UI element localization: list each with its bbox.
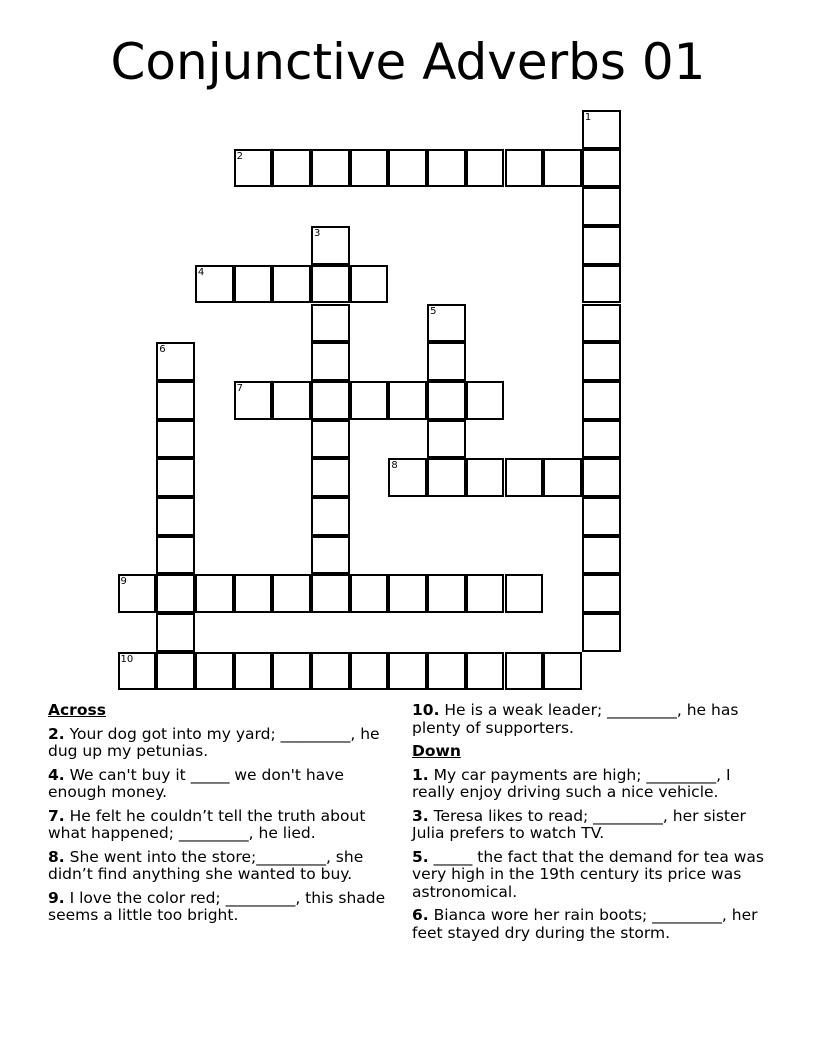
- grid-cell[interactable]: [156, 536, 195, 575]
- grid-cell[interactable]: [156, 420, 195, 459]
- clue-text: We can't buy it _____ we don't have enough money.: [48, 765, 344, 801]
- grid-cell[interactable]: [582, 342, 621, 381]
- grid-cell[interactable]: [466, 458, 505, 497]
- grid-cell[interactable]: [195, 265, 234, 304]
- grid-cell[interactable]: [427, 420, 466, 459]
- clue-number: 6.: [412, 906, 429, 924]
- grid-cell[interactable]: [582, 420, 621, 459]
- grid-cell[interactable]: [311, 149, 350, 188]
- grid-cell[interactable]: [234, 149, 273, 188]
- clue-down-1: [412, 767, 772, 802]
- grid-cell[interactable]: [311, 304, 350, 343]
- clue-text: Teresa likes to read; _________, her sister Julia prefers to watch TV.: [412, 806, 746, 842]
- grid-cell[interactable]: [311, 342, 350, 381]
- grid-cell[interactable]: [427, 304, 466, 343]
- grid-cell[interactable]: [272, 149, 311, 188]
- clues-right-column: [412, 702, 772, 948]
- grid-cell[interactable]: [543, 652, 582, 691]
- grid-cell[interactable]: [582, 187, 621, 226]
- grid-cell[interactable]: [311, 381, 350, 420]
- clue-number-label: 4: [197, 266, 205, 278]
- grid-cell[interactable]: [350, 149, 389, 188]
- grid-cell[interactable]: [156, 342, 195, 381]
- clue-number-label: 10: [120, 653, 134, 665]
- clue-text: I love the color red; _________, this shade seems a little too bright.: [48, 888, 386, 924]
- grid-cell[interactable]: [427, 149, 466, 188]
- grid-cell[interactable]: [582, 536, 621, 575]
- grid-cell[interactable]: [543, 458, 582, 497]
- grid-cell[interactable]: [582, 304, 621, 343]
- grid-cell[interactable]: [311, 536, 350, 575]
- grid-cell[interactable]: [272, 265, 311, 304]
- clue-number-label: 9: [120, 576, 127, 588]
- grid-cell[interactable]: [156, 652, 195, 691]
- page-title: Conjunctive Adverbs 01: [110, 33, 706, 91]
- grid-cell[interactable]: [388, 381, 427, 420]
- grid-cell[interactable]: [156, 497, 195, 536]
- clue-text: He felt he couldn’t tell the truth about what happened; _________, he lied.: [48, 806, 366, 842]
- grid-cell[interactable]: [505, 149, 544, 188]
- grid-cell[interactable]: [272, 652, 311, 691]
- clue-text: Bianca wore her rain boots; _________, her feet stayed dry during the storm.: [412, 906, 758, 942]
- grid-cell[interactable]: [234, 574, 273, 613]
- grid-cell[interactable]: [156, 381, 195, 420]
- grid-cell[interactable]: [466, 149, 505, 188]
- grid-cell[interactable]: [156, 574, 195, 613]
- across-heading: Across: [48, 701, 106, 719]
- grid-cell[interactable]: [388, 652, 427, 691]
- clue-text: My car payments are high; _________, I really enjoy driving such a nice vehicle.: [412, 765, 731, 801]
- clues-left-column: [48, 702, 400, 931]
- clue-number-label: 2: [236, 150, 243, 162]
- grid-cell[interactable]: [388, 574, 427, 613]
- clue-down-6: [412, 907, 772, 942]
- clue-down-3: [412, 808, 772, 843]
- grid-cell[interactable]: [350, 381, 389, 420]
- clue-number: 5.: [412, 847, 429, 866]
- clue-number-label: 6: [159, 344, 166, 356]
- grid-cell[interactable]: [311, 265, 350, 304]
- grid-cell[interactable]: [427, 652, 466, 691]
- grid-cell[interactable]: [466, 381, 505, 420]
- grid-cell[interactable]: [543, 149, 582, 188]
- clue-number-label: 8: [391, 460, 398, 472]
- grid-cell[interactable]: [582, 497, 621, 536]
- grid-cell[interactable]: [350, 265, 389, 304]
- clue-number: 1.: [412, 765, 429, 784]
- clue-across-7: [48, 808, 400, 843]
- grid-cell[interactable]: [350, 652, 389, 691]
- grid-cell[interactable]: [388, 149, 427, 188]
- clue-across-10: [412, 702, 772, 737]
- grid-cell[interactable]: [505, 652, 544, 691]
- grid-cell[interactable]: [311, 420, 350, 459]
- clue-number-label: 3: [314, 228, 321, 240]
- grid-cell[interactable]: [427, 574, 466, 613]
- clue-text: Your dog got into my yard; _________, he dug up my petunias.: [48, 724, 380, 760]
- grid-cell[interactable]: [582, 265, 621, 304]
- grid-cell[interactable]: [311, 652, 350, 691]
- grid-cell[interactable]: [234, 652, 273, 691]
- grid-cell[interactable]: [311, 497, 350, 536]
- clue-down-5: [412, 849, 772, 902]
- grid-cell[interactable]: [195, 574, 234, 613]
- grid-cell[interactable]: [582, 149, 621, 188]
- grid-cell[interactable]: [156, 458, 195, 497]
- grid-cell[interactable]: [311, 458, 350, 497]
- clue-text: _____ the fact that the demand for tea was very high in the 19th century its price was astronomical.: [412, 847, 765, 901]
- grid-cell[interactable]: [582, 110, 621, 149]
- grid-cell[interactable]: [427, 458, 466, 497]
- clue-across-9: [48, 890, 400, 925]
- down-heading: Down: [412, 742, 461, 760]
- clue-number: 3.: [412, 806, 429, 825]
- grid-cell[interactable]: [311, 574, 350, 613]
- grid-cell[interactable]: [156, 613, 195, 652]
- grid-cell[interactable]: [272, 381, 311, 420]
- grid-cell[interactable]: [582, 381, 621, 420]
- grid-cell[interactable]: [195, 652, 234, 691]
- grid-cell[interactable]: [234, 265, 273, 304]
- grid-cell[interactable]: [582, 458, 621, 497]
- grid-cell[interactable]: [582, 574, 621, 613]
- clue-number: 2.: [48, 724, 65, 743]
- grid-cell[interactable]: [466, 652, 505, 691]
- grid-cell[interactable]: [505, 458, 544, 497]
- clue-text: He is a weak leader; _________, he has plenty of supporters.: [412, 701, 739, 737]
- clue-number: 8.: [48, 847, 65, 866]
- grid-cell[interactable]: [311, 226, 350, 265]
- grid-cell[interactable]: [427, 381, 466, 420]
- grid-cell[interactable]: [118, 652, 157, 691]
- grid-cell[interactable]: [272, 574, 311, 613]
- clue-across-2: [48, 726, 400, 761]
- grid-cell[interactable]: [582, 226, 621, 265]
- clue-number-label: 5: [430, 305, 437, 317]
- grid-cell[interactable]: [350, 574, 389, 613]
- grid-cell[interactable]: [118, 574, 157, 613]
- clue-number: 4.: [48, 765, 65, 784]
- grid-cell[interactable]: [505, 574, 544, 613]
- clue-number-label: 1: [584, 112, 592, 123]
- clue-across-8: [48, 849, 400, 884]
- clue-number: 9.: [48, 888, 65, 907]
- clue-number: 7.: [48, 806, 65, 825]
- grid-cell[interactable]: [388, 458, 427, 497]
- clue-number: 10.: [412, 701, 440, 719]
- grid-cell[interactable]: [466, 574, 505, 613]
- clue-across-4: [48, 767, 400, 802]
- grid-cell[interactable]: [234, 381, 273, 420]
- clue-number-label: 7: [236, 382, 243, 394]
- grid-cell[interactable]: [582, 613, 621, 652]
- clue-text: She went into the store;_________, she didn’t find anything she wanted to buy.: [48, 847, 364, 883]
- grid-cell[interactable]: [427, 342, 466, 381]
